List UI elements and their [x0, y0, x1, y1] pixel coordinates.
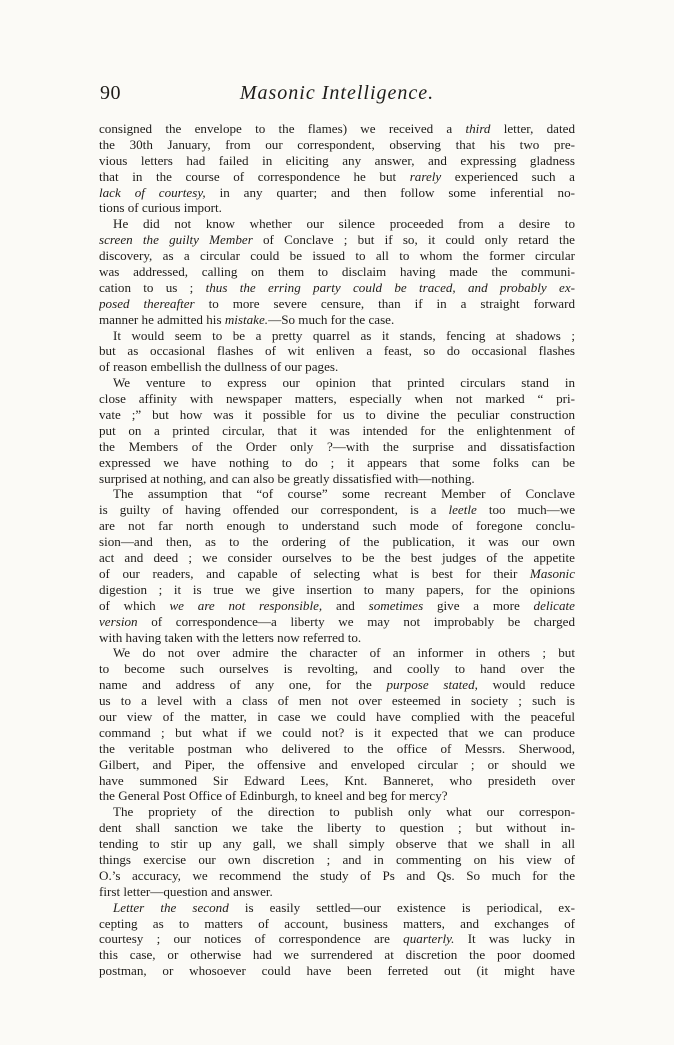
text-line: version of correspondence—a liberty we may not improbably be charged	[99, 613, 575, 629]
text-line: of our readers, and capable of selecting what is best for their Masonic	[99, 565, 575, 581]
text-line: lack of courtesy, in any quarter; and then follow some inferential no-	[99, 184, 575, 200]
text-line: act and deed ; we consider ourselves to be the best judges of the appetite	[99, 550, 575, 566]
text-line: cation to us ; thus the erring party could be traced, and probably ex-	[99, 279, 575, 295]
text-line: Letter the second is easily settled—our existence is periodical, ex-	[113, 899, 575, 915]
text-line: expressed we have nothing to do ; it appears that some folks can be	[99, 454, 575, 470]
text-line: first letter—question and answer.	[99, 883, 273, 899]
text-line: was addressed, calling on them to disclaim having made the communi-	[99, 264, 575, 280]
text-line: to become such ourselves is revolting, and coolly to hand over the	[99, 661, 575, 677]
text-line: We do not over admire the character of an informer in others ; but	[113, 645, 575, 661]
text-line: this case, or otherwise had we surrendered at discretion the poor doomed	[99, 947, 575, 963]
text-line: courtesy ; our notices of correspondence are quarterly. It was lucky in	[99, 931, 575, 947]
text-line: are not far north enough to understand such mode of foregone conclu-	[99, 518, 575, 534]
text-line: screen the guilty Member of Conclave ; but if so, it could only retard the	[99, 232, 575, 248]
text-line: cepting as to matters of account, business matters, and exchanges of	[99, 915, 575, 931]
text-line: discovery, as a circular could be issued to all to whom the former circular	[99, 248, 575, 264]
text-line: close affinity with newspaper matters, especially when not marked “ pri-	[99, 391, 575, 407]
text-line: is guilty of having offended our correspondent, is a leetle too much—we	[99, 502, 575, 518]
text-line: surprised at nothing, and can also be greatly dissatisfied with—nothing.	[99, 470, 475, 486]
text-line: posed thereafter to more severe censure, than if in a straight forward	[99, 295, 575, 311]
text-line: our view of the matter, in case we could have complied with the peaceful	[99, 708, 575, 724]
text-line: consigned the envelope to the flames) we received a third letter, dated	[99, 121, 575, 136]
text-line: things exercise our own discretion ; and in commenting on his view of	[99, 851, 575, 867]
text-line: O.’s accuracy, we recommend the study of Ps and Qs. So much for the	[99, 867, 575, 883]
text-line: postman, or whosoever could have been ferreted out (it might have	[99, 963, 575, 979]
text-line: vate ;” but how was it possible for us to divine the peculiar construction	[99, 407, 575, 423]
text-line: put on a printed circular, that it was intended for the enlightenment of	[99, 422, 575, 438]
running-title: Masonic Intelligence.	[239, 82, 435, 104]
text-line: command ; but what if we could not? is it expected that we can produce	[99, 724, 575, 740]
text-line: vious letters had failed in eliciting any answer, and expressing gladness	[99, 152, 575, 168]
text-line: the General Post Office of Edinburgh, to kneel and beg for mercy?	[99, 788, 448, 804]
text-line: dent shall sanction we take the liberty to question ; but without in-	[99, 820, 575, 836]
article-body	[99, 121, 575, 979]
text-line: sion—and then, as to the ordering of the publication, it was our own	[99, 534, 575, 550]
text-line: The propriety of the direction to publish only what our correspon-	[113, 804, 575, 820]
text-line: the 30th January, from our correspondent, observing that his two pre-	[99, 136, 575, 152]
text-line: We venture to express our opinion that printed circulars stand in	[113, 375, 575, 391]
text-line: tions of curious import.	[99, 200, 222, 216]
text-line: It would seem to be a pretty quarrel as it stands, fencing at shadows ;	[113, 327, 575, 343]
text-line: He did not know whether our silence proceeded from a desire to	[113, 216, 575, 232]
text-line: of which we are not responsible, and sometimes give a more delicate	[99, 597, 575, 613]
text-line: digestion ; it is true we give insertion to many papers, for the opinions	[99, 581, 575, 597]
text-line: that in the course of correspondence he but rarely experienced such a	[99, 168, 575, 184]
text-line: the Members of the Order only ?—with the surprise and dissatisfaction	[99, 438, 575, 454]
text-line: have summoned Sir Edward Lees, Knt. Banneret, who presideth over	[99, 772, 575, 788]
text-line: but as occasional flashes of wit enliven a feast, so do occasional flashes	[99, 343, 575, 359]
text-line: manner he admitted his mistake.—So much for the case.	[99, 311, 395, 327]
text-line: with having taken with the letters now referred to.	[99, 629, 362, 645]
text-line: tending to stir up any gall, we shall simply observe that we shall in all	[99, 836, 575, 852]
text-line: us to a level with a class of men not over esteemed in society ; such is	[99, 693, 575, 709]
text-line: name and address of any one, for the purpose stated, would reduce	[99, 677, 575, 693]
running-head	[100, 82, 574, 112]
text-line: the veritable postman who delivered to the office of Messrs. Sherwood,	[99, 740, 575, 756]
page-number: 90	[100, 82, 121, 104]
text-line: The assumption that “of course” some recreant Member of Conclave	[113, 486, 575, 502]
text-line: of reason embellish the dullness of our pages.	[99, 359, 339, 375]
text-line: Gilbert, and Piper, the offensive and enveloped circular ; or should we	[99, 756, 575, 772]
